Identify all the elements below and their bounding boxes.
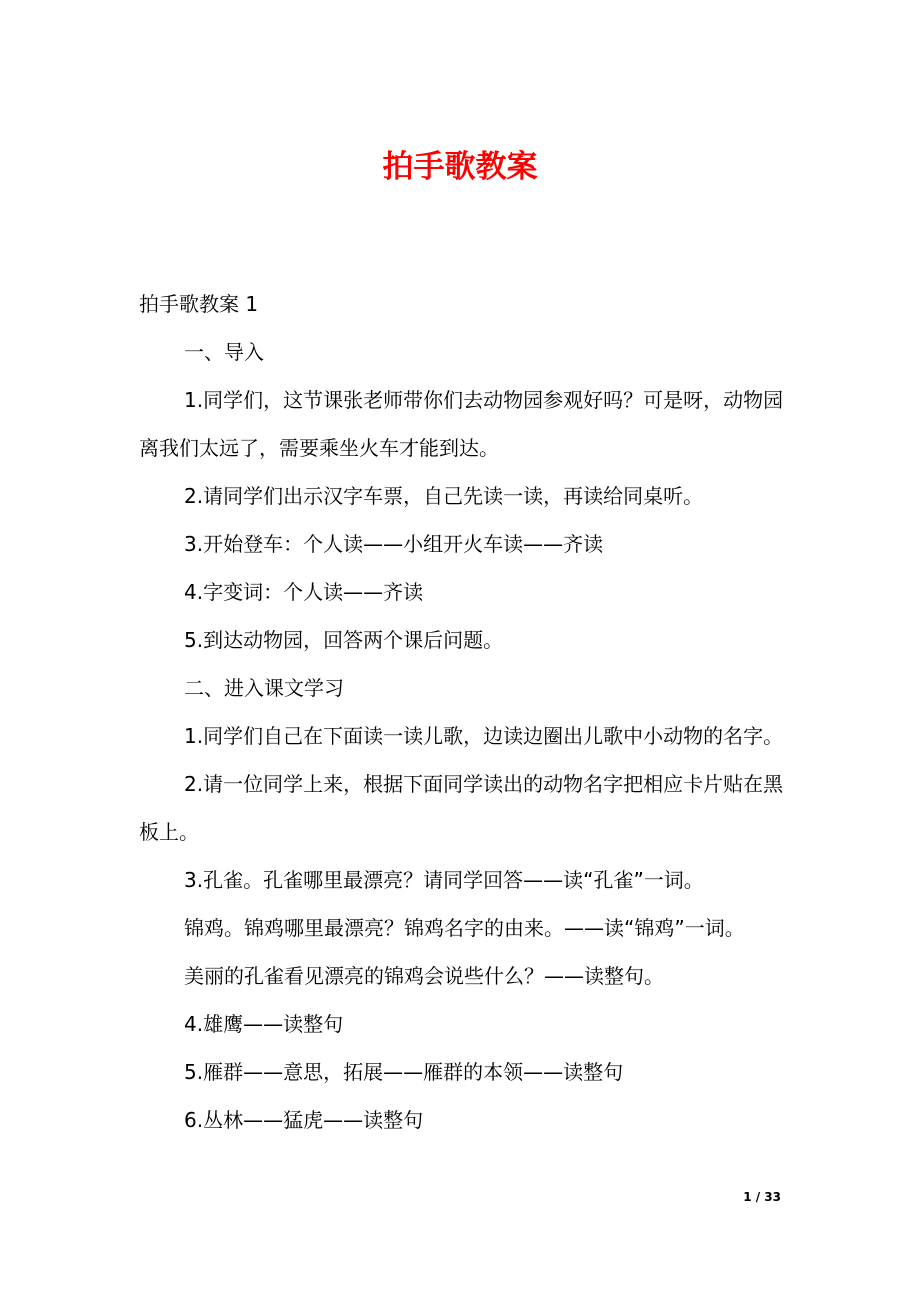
paragraph: 一、导入 xyxy=(184,340,264,364)
paragraph: 3.孔雀。孔雀哪里最漂亮？请同学回答——读“孔雀”一词。 xyxy=(184,868,704,892)
document-title: 拍手歌教案 xyxy=(382,149,538,185)
paragraph: 1.同学们，这节课张老师带你们去动物园参观好吗？可是呀，动物园离我们太远了，需要乘坐火车才能到达。 xyxy=(139,388,784,460)
paragraph: 1.同学们自己在下面读一读儿歌，边读边圈出儿歌中小动物的名字。 xyxy=(184,724,784,748)
document-body xyxy=(139,280,789,1144)
paragraph: 拍手歌教案 1 xyxy=(139,292,259,316)
paragraph: 2.请同学们出示汉字车票，自己先读一读，再读给同桌听。 xyxy=(184,484,704,508)
paragraph: 4.雄鹰——读整句 xyxy=(184,1012,344,1036)
paragraph: 美丽的孔雀看见漂亮的锦鸡会说些什么？——读整句。 xyxy=(184,964,664,988)
paragraph: 5.到达动物园，回答两个课后问题。 xyxy=(184,628,504,652)
paragraph: 二、进入课文学习 xyxy=(184,676,344,700)
paragraph: 3.开始登车：个人读——小组开火车读——齐读 xyxy=(184,532,604,556)
paragraph: 锦鸡。锦鸡哪里最漂亮？锦鸡名字的由来。——读“锦鸡”一词。 xyxy=(184,916,745,940)
paragraph: 6.丛林——猛虎——读整句 xyxy=(184,1108,424,1132)
page-number: 1 / 33 xyxy=(743,1190,781,1204)
paragraph: 5.雁群——意思，拓展——雁群的本领——读整句 xyxy=(184,1060,624,1084)
paragraph: 4.字变词：个人读——齐读 xyxy=(184,580,424,604)
paragraph: 2.请一位同学上来，根据下面同学读出的动物名字把相应卡片贴在黑板上。 xyxy=(139,772,784,844)
